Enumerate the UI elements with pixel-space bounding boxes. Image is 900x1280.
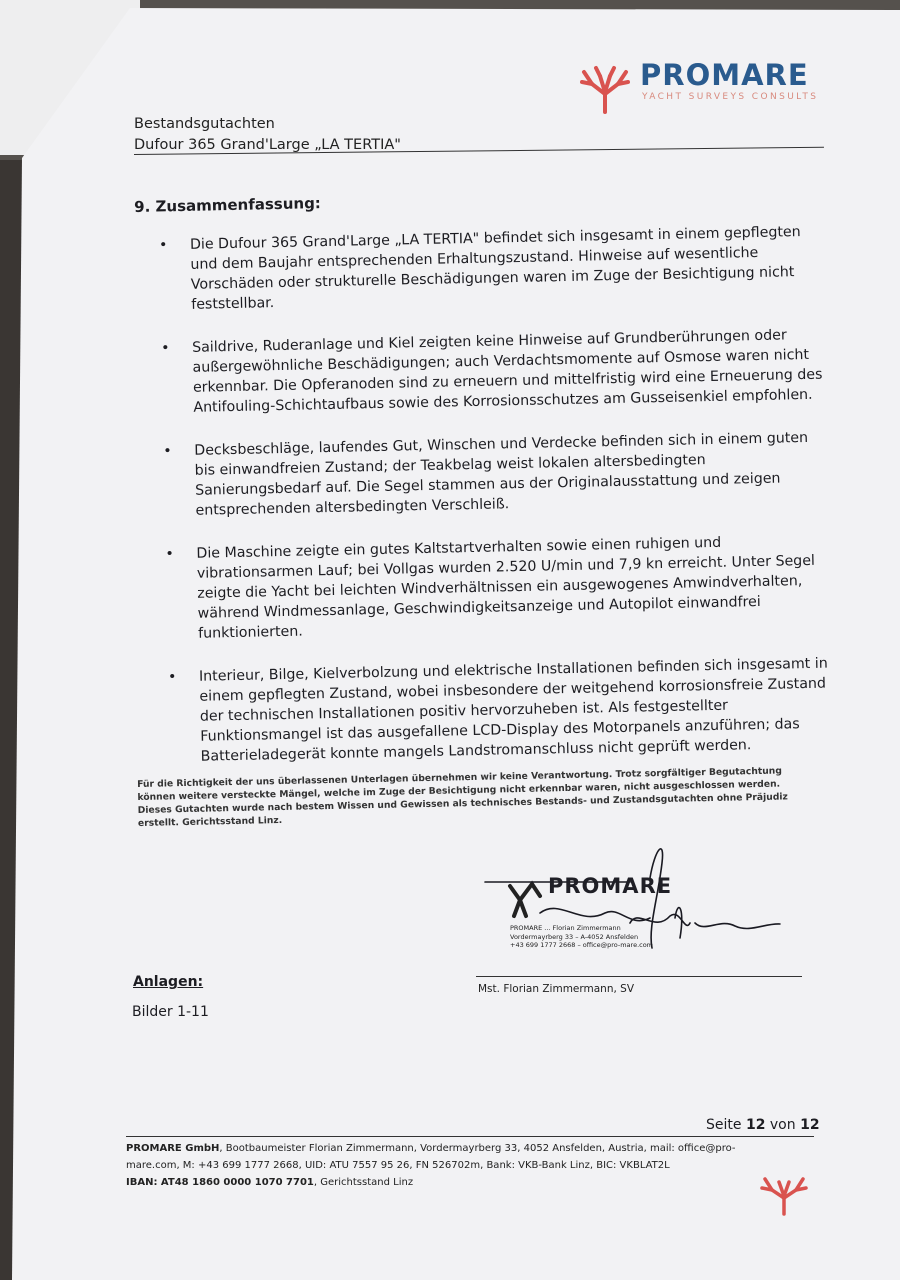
- bullet-icon: •: [163, 443, 172, 460]
- page-current: 12: [745, 1117, 766, 1133]
- list-item: [144, 653, 836, 767]
- stamp-address: [510, 924, 653, 950]
- coral-icon: [578, 62, 632, 114]
- signature-icon: [480, 838, 800, 978]
- bullet-icon: •: [167, 669, 177, 686]
- header-title: Bestandsgutachten: [134, 116, 275, 132]
- list-item-text: Saildrive, Ruderanlage und Kiel zeigten keine Hinweise auf Grundberührungen oder außergewöhnliche Beschädigungen; auch Verdachtsmomente auf Osmose waren nicht erkennbar. Die Opferanoden sind zu erneuern und mittelfristig wird eine Erneuerung des Antifouling-Schichtaufbaus sowie des Korrosionsschutzes am Gusseisenkiel empfohlen.: [191, 327, 823, 416]
- logo-tagline: YACHT SURVEYS CONSULTS: [642, 92, 819, 102]
- page-prefix: Seite: [706, 1117, 742, 1133]
- page-number: [706, 1117, 820, 1133]
- list-item-text: Decksbeschläge, laufendes Gut, Winschen und Verdecke befinden sich in einem guten bis einwandfreien Zustand; der Teakbelag weist lokalen altersbedingten Sanierungsbedarf auf. Die Segel stammen aus der Originalausstattung und zeigen entsprechenden altersbedingten Verschleiß.: [194, 429, 809, 519]
- section-title: 9. Zusammenfassung:: [134, 194, 322, 216]
- bullet-icon: •: [158, 237, 168, 254]
- footer-company: PROMARE GmbH: [126, 1143, 220, 1154]
- attachments-value: Bilder 1-11: [132, 1004, 209, 1020]
- stamp-line: PROMARE ... Florian Zimmermann: [510, 924, 621, 932]
- list-item: [137, 325, 829, 419]
- signature-line: [476, 976, 802, 977]
- list-item-text: Interieur, Bilge, Kielverbolzung und elektrische Installationen befinden sich insgesamt in einem gepflegten Zustand, wobei insbesondere der weitgehend korrosionsfreie Zustand der technischen Installationen positiv hervorzuheben ist. Als festgestellter Funktionsmangel ist das ausgefallene LCD-Display des Motorpanels anzuführen; das Batterieladegerät konnte mangels Landstromanschluss nicht geprüft werden.: [198, 655, 828, 765]
- footer-divider: [126, 1136, 814, 1137]
- header-subtitle: Dufour 365 Grand'Large „LA TERTIA": [134, 137, 401, 153]
- attachments-label: Anlagen:: [133, 974, 204, 990]
- footer-address: , Bootbaumeister Florian Zimmermann, Vordermayrberg 33, 4052 Ansfelden, Austria, mail: office@pro-: [219, 1143, 736, 1154]
- summary-list: [135, 222, 836, 768]
- footer-line-3: [126, 1174, 796, 1191]
- list-item-text: Die Maschine zeigte ein gutes Kaltstartverhalten sowie einen ruhigen und vibrationsarmen Lauf; bei Vollgas wurden 2.520 U/min und 7,9 kn erreicht. Unter Segel zeigte die Yacht bei leichten Windverhältnissen ein ausgewogenes Amwindverhalten, während Windmessanlage, Geschwindigkeitsanzeige und Autopilot einwandfrei funktionierten.: [196, 534, 816, 642]
- page-sep: von: [769, 1117, 796, 1133]
- signature-name: Mst. Florian Zimmermann, SV: [478, 983, 635, 995]
- stamp-line: +43 699 1777 2668 – office@pro-mare.com: [510, 941, 654, 949]
- footer-iban: IBAN: AT48 1860 0000 1070 7701: [126, 1177, 314, 1188]
- footer-jurisdiction: , Gerichtsstand Linz: [313, 1177, 414, 1188]
- list-item-text: Die Dufour 365 Grand'Large „LA TERTIA" befindet sich insgesamt in einem gepflegten und dem Baujahr entsprechenden Erhaltungszustand. Hinweise auf wesentliche Vorschäden oder strukturelle Beschädigungen waren im Zuge der Besichtigung nicht feststellbar.: [189, 224, 801, 313]
- logo-brand: PROMARE: [640, 58, 809, 92]
- summary-section: [134, 184, 836, 791]
- company-stamp: [480, 838, 800, 978]
- footer-line-1: [126, 1140, 796, 1157]
- list-item: [139, 427, 831, 521]
- promare-logo: [578, 58, 828, 116]
- disclaimer-text: Für die Richtigkeit der uns überlassenen Unterlagen übernehmen wir keine Verantwortung. Trotz sorgfältiger Begutachtung können weitere versteckte Mängel, welche im Zuge der Besichtigung nicht erkennbar waren, nicht ausgeschlossen werden. Dieses Gutachten wurde nach bestem Wissen und Gewissen als technisches Bestands- und Zustandsgutachten ohne Präjudiz erstellt. Gerichtsstand Linz.: [137, 765, 788, 829]
- list-item: [135, 222, 827, 316]
- coral-icon: [756, 1170, 812, 1216]
- bullet-icon: •: [165, 546, 175, 563]
- bullet-icon: •: [160, 340, 170, 357]
- list-item: [141, 530, 833, 644]
- stamp-brand: PROMARE: [548, 874, 673, 898]
- page-total: 12: [800, 1117, 820, 1133]
- stamp-line: Vordermayrberg 33 – A-4052 Ansfelden: [510, 932, 639, 941]
- document-header: [134, 114, 401, 156]
- footer-line-2: mare.com, M: +43 699 1777 2668, UID: ATU 7557 95 26, FN 526702m, Bank: VKB-Bank Linz, BIC: VKBLAT2L: [126, 1160, 670, 1171]
- page-footer: [126, 1140, 796, 1191]
